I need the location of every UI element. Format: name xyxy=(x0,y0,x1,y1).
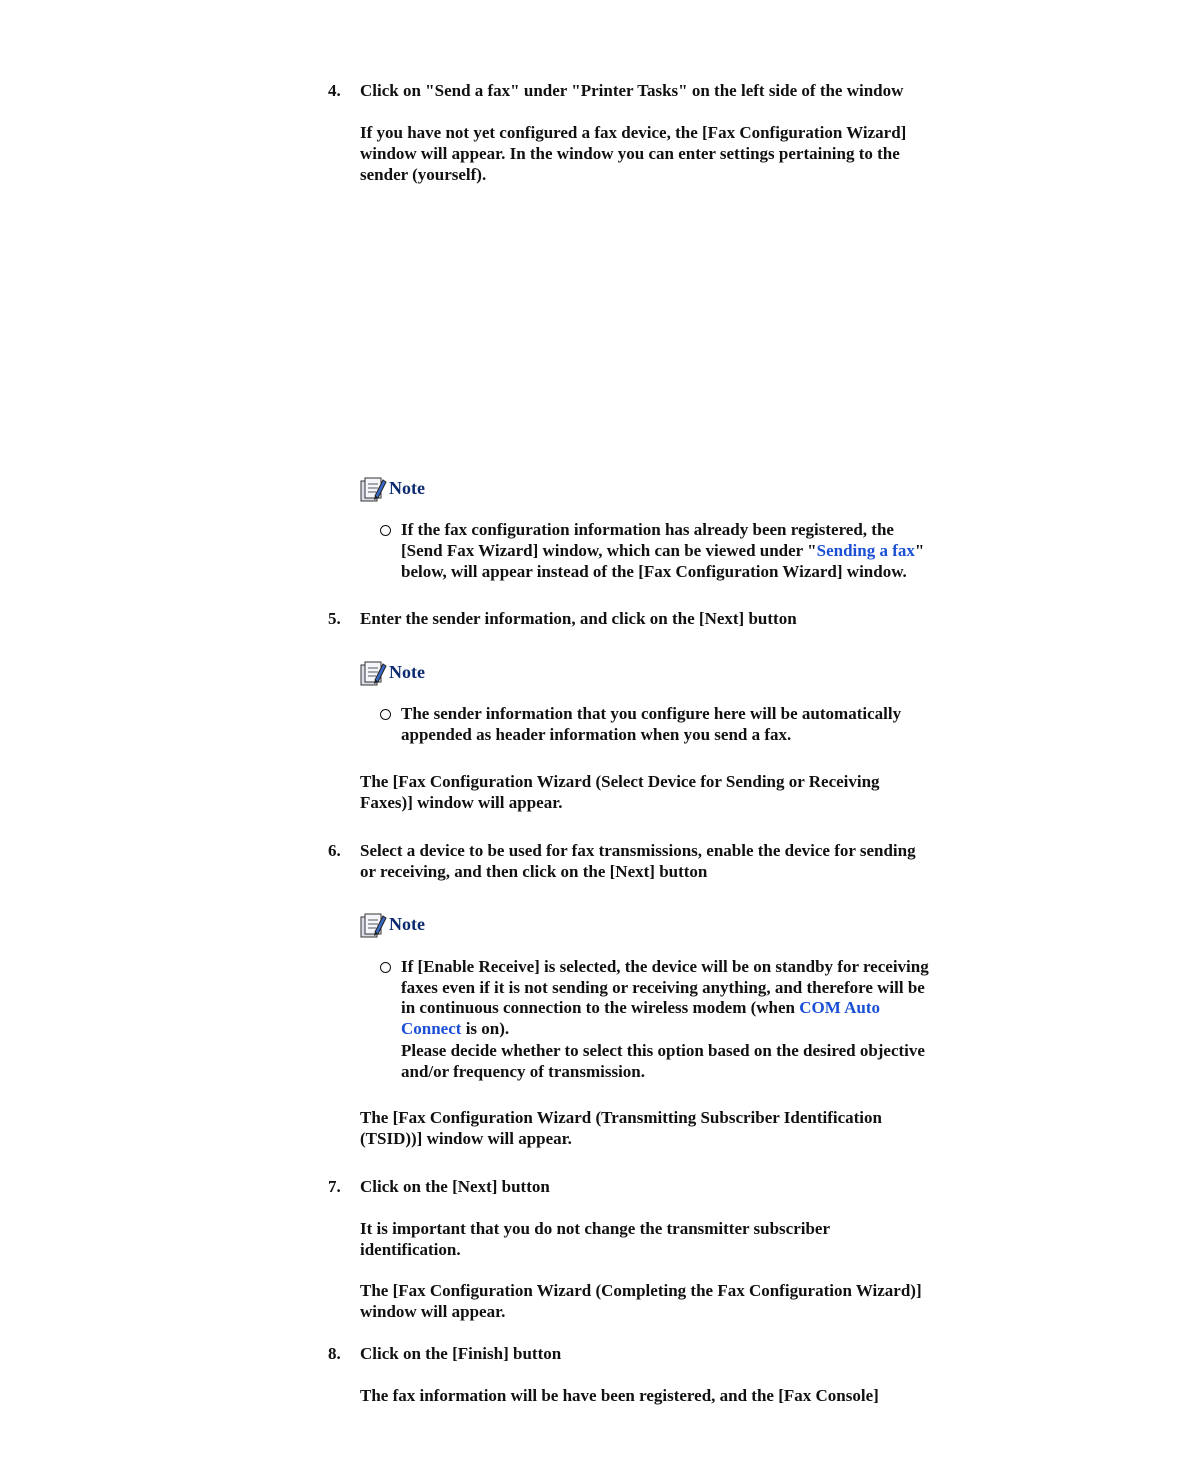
note-pencil-icon xyxy=(358,474,388,504)
step-title: Click on the [Next] button xyxy=(360,1177,550,1196)
body-text: sender (yourself). xyxy=(360,165,487,184)
note-label: Note xyxy=(389,914,425,934)
note-text: faxes even if it is not sending or receiving anything, and therefore will be xyxy=(401,978,925,997)
step-title: Click on the [Finish] button xyxy=(360,1344,562,1363)
note-text: Please decide whether to select this option based on the desired objective xyxy=(401,1041,925,1060)
body-text: identification. xyxy=(360,1240,461,1259)
body-text: If you have not yet configured a fax device, the [Fax Configuration Wizard] xyxy=(360,123,907,142)
note-text: Connect is on). xyxy=(401,1019,510,1038)
body-text: The [Fax Configuration Wizard (Select Device for Sending or Receiving xyxy=(360,772,880,791)
body-text: The fax information will be have been registered, and the [Fax Console] xyxy=(360,1386,879,1405)
body-text: Faxes)] window will appear. xyxy=(360,793,563,812)
circle-bullet-icon xyxy=(380,962,391,973)
screenshot-placeholder xyxy=(360,200,990,460)
step-title: Select a device to be used for fax transmissions, enable the device for sending xyxy=(360,841,916,860)
body-text: It is important that you do not change the transmitter subscriber xyxy=(360,1219,831,1238)
note-pencil-icon xyxy=(358,658,388,688)
step-number: 4. xyxy=(328,81,341,100)
body-text: window will appear. xyxy=(360,1302,506,1321)
link-com-auto-connect[interactable]: COM Auto xyxy=(799,998,880,1017)
body-text: The [Fax Configuration Wizard (Transmitting Subscriber Identification xyxy=(360,1108,882,1127)
step-number: 8. xyxy=(328,1344,341,1363)
circle-bullet-icon xyxy=(380,709,391,720)
link-sending-a-fax[interactable]: Sending a fax xyxy=(816,541,915,560)
step-number: 6. xyxy=(328,841,341,860)
step-title: Enter the sender information, and click on the [Next] button xyxy=(360,609,797,628)
note-text: [Send Fax Wizard] window, which can be viewed under "Sending a fax" xyxy=(401,541,925,560)
note-text: The sender information that you configure here will be automatically xyxy=(401,704,902,723)
note-text: If [Enable Receive] is selected, the device will be on standby for receiving xyxy=(401,957,929,976)
step-number: 7. xyxy=(328,1177,341,1196)
note-text: If the fax configuration information has already been registered, the xyxy=(401,520,894,539)
note-text: appended as header information when you send a fax. xyxy=(401,725,792,744)
body-text: (TSID))] window will appear. xyxy=(360,1129,572,1148)
note-label: Note xyxy=(389,478,425,498)
body-text: window will appear. In the window you can enter settings pertaining to the xyxy=(360,144,900,163)
note-text: and/or frequency of transmission. xyxy=(401,1062,646,1081)
step-title: Click on "Send a fax" under "Printer Tasks" on the left side of the window xyxy=(360,81,904,100)
circle-bullet-icon xyxy=(380,525,391,536)
body-text: The [Fax Configuration Wizard (Completing the Fax Configuration Wizard)] xyxy=(360,1281,922,1300)
link-com-auto-connect[interactable]: Connect xyxy=(401,1019,462,1038)
note-text: below, will appear instead of the [Fax Configuration Wizard] window. xyxy=(401,562,907,581)
step-number: 5. xyxy=(328,609,341,628)
step-title: or receiving, and then click on the [Next] button xyxy=(360,862,708,881)
note-text: in continuous connection to the wireless modem (when COM Auto xyxy=(401,998,880,1017)
note-pencil-icon xyxy=(358,910,388,940)
note-label: Note xyxy=(389,662,425,682)
